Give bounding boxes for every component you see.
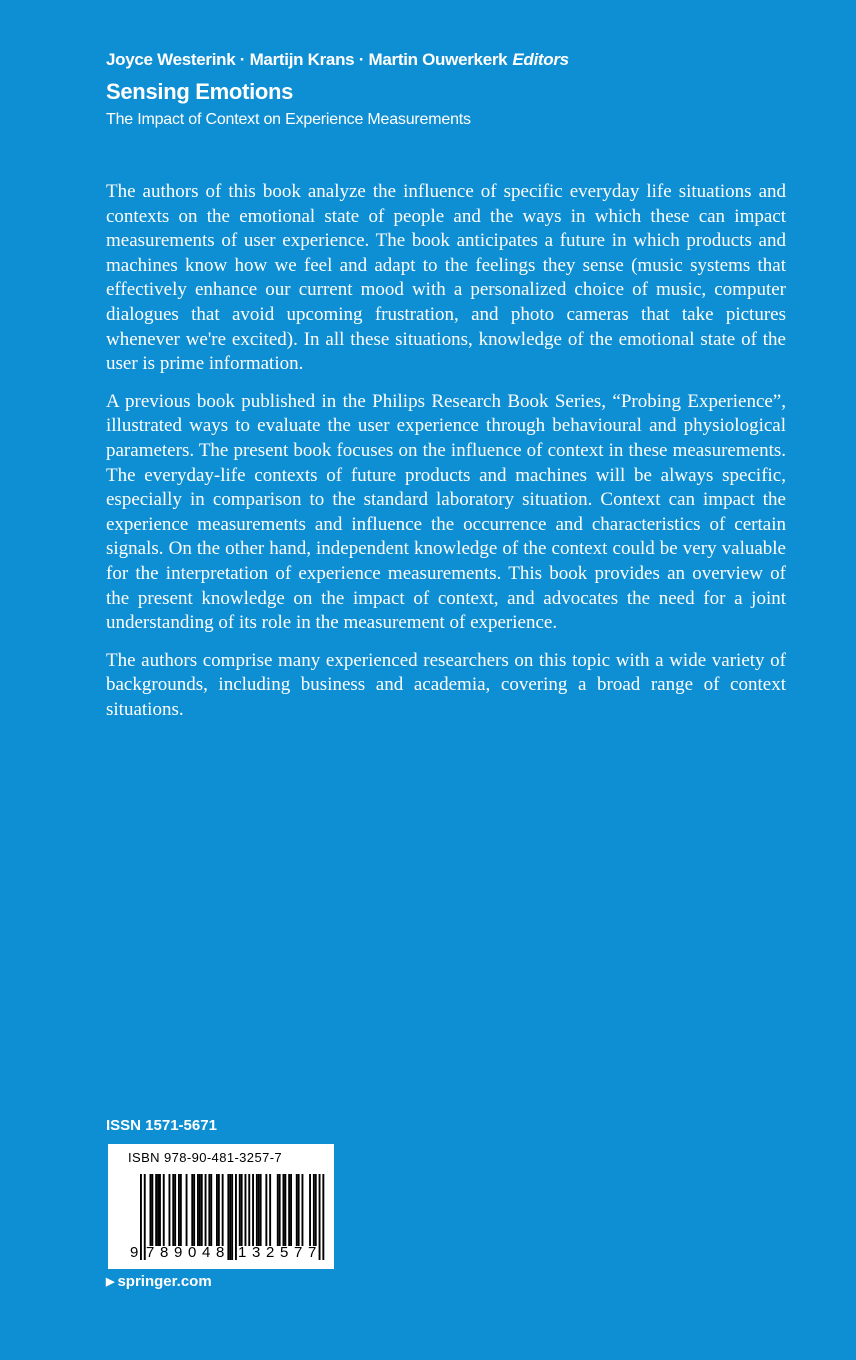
barcode-digit: 1 — [238, 1244, 247, 1261]
barcode-bar — [315, 1174, 317, 1246]
barcode-bar — [151, 1174, 153, 1246]
barcode-digit: 8 — [216, 1244, 225, 1261]
barcode-bar — [172, 1174, 174, 1246]
barcode-bar — [174, 1174, 176, 1246]
barcode-digit: 9 — [130, 1244, 139, 1261]
website-link[interactable] — [106, 1273, 212, 1290]
barcode-bar — [186, 1174, 188, 1246]
barcode-bar — [269, 1174, 271, 1246]
barcode-bar — [245, 1174, 247, 1246]
barcode-bar — [197, 1174, 199, 1246]
barcode-bar — [288, 1174, 290, 1246]
barcode-bar — [277, 1174, 279, 1246]
issn: ISSN 1571-5671 — [106, 1117, 217, 1134]
barcode-bar — [208, 1174, 210, 1246]
website-text: springer.com — [117, 1273, 212, 1290]
play-arrow-icon: ▶ — [106, 1276, 115, 1288]
barcode-digit: 9 — [174, 1244, 183, 1261]
editors-names: Joyce Westerink · Martijn Krans · Martin Ouwerkerk — [106, 50, 508, 69]
barcode-bar — [222, 1174, 224, 1246]
barcode-bar — [309, 1174, 311, 1246]
barcode-bar — [191, 1174, 193, 1246]
editors-line — [106, 50, 806, 70]
barcode-bar — [178, 1174, 180, 1246]
barcode-bar — [283, 1174, 285, 1246]
barcode-digit: 4 — [202, 1244, 211, 1261]
barcode-bar — [260, 1174, 262, 1246]
barcode-bar — [157, 1174, 159, 1246]
editors-role: Editors — [512, 50, 569, 69]
barcode-bar — [218, 1174, 220, 1246]
barcode-bar — [180, 1174, 182, 1246]
barcode-bar — [201, 1174, 203, 1246]
barcode-digit: 7 — [146, 1244, 155, 1261]
blurb-paragraph: The authors comprise many experienced researchers on this topic with a wide variety of backgrounds, including business and academia, covering a broad range of context situations. — [106, 649, 786, 720]
barcode-box — [108, 1144, 334, 1269]
barcode-digit: 0 — [188, 1244, 197, 1261]
barcode-bar — [199, 1174, 201, 1246]
barcode-digit: 3 — [252, 1244, 261, 1261]
barcode-bar — [159, 1174, 161, 1246]
barcode-bar — [258, 1174, 260, 1246]
barcode-bar — [241, 1174, 243, 1246]
header — [106, 50, 806, 129]
barcode-bar — [265, 1174, 267, 1246]
barcode-bar — [248, 1174, 250, 1246]
barcode-bar — [313, 1174, 315, 1246]
isbn-label: ISBN 978-90-481-3257-7 — [128, 1150, 283, 1165]
barcode-digit: 5 — [280, 1244, 289, 1261]
barcode-bar — [298, 1174, 300, 1246]
barcode-bar — [150, 1174, 152, 1246]
barcode-digit: 7 — [308, 1244, 317, 1261]
barcode-bar — [163, 1174, 165, 1246]
barcode-bar — [302, 1174, 304, 1246]
blurb — [106, 180, 786, 735]
book-subtitle: The Impact of Context on Experience Measurements — [106, 111, 471, 128]
blurb-paragraph: The authors of this book analyze the influence of specific everyday life situations and contexts on the emotional state of people and the ways in which these can impact measurements of user experience. The book anticipates a future in which products and machines know how we feel and adapt to the feelings they sense (music systems that effectively enhance our current mood with a personalized choice of music, computer dialogues that avoid upcoming frustration, and photo cameras that take pictures whenever we're excited). In all these situations, knowledge of the emotional state of the user is prime information. — [106, 181, 786, 375]
barcode-bar — [256, 1174, 258, 1246]
barcode-bar — [239, 1174, 241, 1246]
blurb-paragraph: A previous book published in the Philips Research Book Series, “Probing Experience”, illustrated ways to evaluate the user experience through behavioural and physiological parameters. The present book focuses on the influence of context in these measurements. The everyday-life contexts of future products and machines will be always specific, especially in comparison to the standard laboratory situation. Context can impact the experience measurements and influence the occurrence and characteristics of certain signals. On the other hand, independent knowledge of the context could be very valuable for the interpretation of experience measurements. This book provides an overview of the present knowledge on the impact of context, and advocates the need for a joint understanding of its role in the measurement of experience. — [106, 390, 786, 634]
barcode-bar — [252, 1174, 254, 1246]
barcode-bar — [279, 1174, 281, 1246]
barcode-bar — [296, 1174, 298, 1246]
barcode-digit: 2 — [266, 1244, 275, 1261]
barcode-digit: 8 — [160, 1244, 169, 1261]
barcode-digit: 7 — [294, 1244, 303, 1261]
book-title: Sensing Emotions — [106, 79, 294, 104]
barcode-digits — [108, 1244, 334, 1264]
barcode-bar — [193, 1174, 195, 1246]
barcode-bar — [155, 1174, 157, 1246]
barcode-bar — [216, 1174, 218, 1246]
barcode-bar — [290, 1174, 292, 1246]
barcode-bar — [205, 1174, 207, 1246]
barcode-bar — [284, 1174, 286, 1246]
barcode-bar — [210, 1174, 212, 1246]
barcode-bar — [169, 1174, 171, 1246]
